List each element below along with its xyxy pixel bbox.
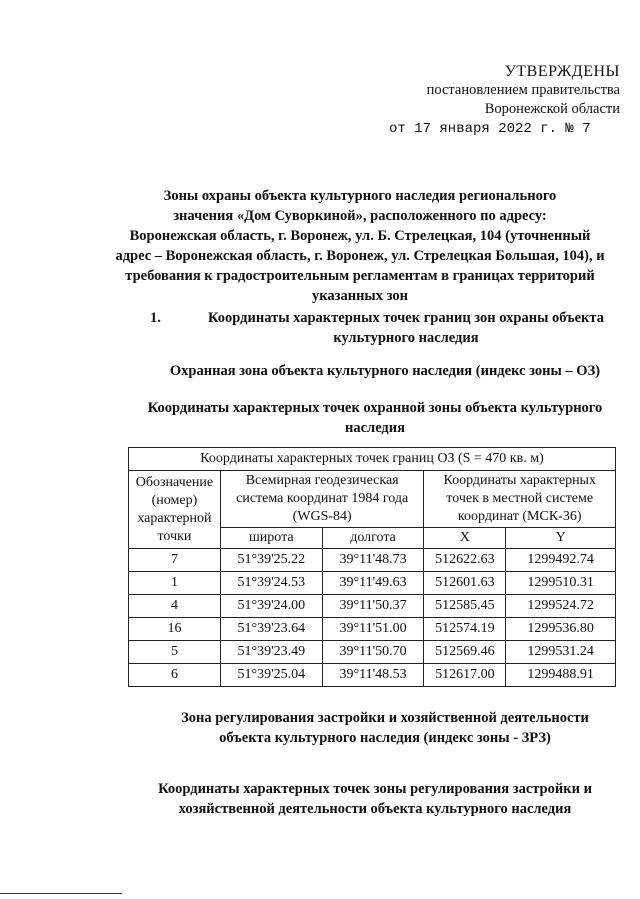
cell-point: 7 bbox=[129, 549, 221, 572]
subheader-y: Y bbox=[506, 528, 616, 549]
cell-longitude: 39°11'49.63 bbox=[322, 572, 424, 595]
cell-point: 16 bbox=[129, 618, 221, 641]
table-row bbox=[129, 549, 616, 572]
cell-y: 1299524.72 bbox=[506, 595, 616, 618]
table-caption: Координаты характерных точек границ ОЗ (S = 470 кв. м) bbox=[129, 448, 616, 471]
cell-y: 1299536.80 bbox=[506, 618, 616, 641]
cell-x: 512622.63 bbox=[424, 549, 506, 572]
title-line-2: значения «Дом Суворкиной», расположенного по адресу: bbox=[173, 208, 547, 224]
cell-point: 5 bbox=[129, 641, 221, 664]
cell-latitude: 51°39'25.04 bbox=[220, 664, 322, 687]
cell-point: 1 bbox=[129, 572, 221, 595]
oz-coordinates-table bbox=[128, 447, 616, 687]
cell-latitude: 51°39'25.22 bbox=[220, 549, 322, 572]
header-wgs84: Всемирная геодезическая система координат 1984 года (WGS-84) bbox=[220, 471, 424, 528]
cell-x: 512601.63 bbox=[424, 572, 506, 595]
cell-y: 1299510.31 bbox=[506, 572, 616, 595]
header-msk36: Координаты характерных точек в местной системе координат (МСК-36) bbox=[424, 471, 616, 528]
section-number: 1. bbox=[150, 310, 161, 326]
cell-y: 1299492.74 bbox=[506, 549, 616, 572]
table-row bbox=[129, 664, 616, 687]
oz-coords-line-1: Координаты характерных точек охранной зоны объекта культурного bbox=[147, 400, 603, 416]
cell-x: 512574.19 bbox=[424, 618, 506, 641]
subheader-x: X bbox=[424, 528, 506, 549]
subheader-longitude: долгота bbox=[322, 528, 424, 549]
cell-latitude: 51°39'24.53 bbox=[220, 572, 322, 595]
approval-heading: УТВЕРЖДЕНЫ bbox=[504, 63, 620, 80]
zrz-coords-line-2: хозяйственной деятельности объекта культурного наследия bbox=[178, 801, 572, 817]
cell-x: 512617.00 bbox=[424, 664, 506, 687]
approval-line-1: постановлением правительства bbox=[426, 82, 620, 98]
table-row bbox=[129, 595, 616, 618]
cell-point: 6 bbox=[129, 664, 221, 687]
subheader-latitude: широта bbox=[220, 528, 322, 549]
title-line-4: адрес – Воронежская область, г. Воронеж, ул. Стрелецкая Большая, 104), и bbox=[115, 248, 605, 264]
table-row bbox=[129, 641, 616, 664]
title-line-1: Зоны охраны объекта культурного наследия регионального bbox=[163, 188, 557, 204]
cell-y: 1299531.24 bbox=[506, 641, 616, 664]
document-title bbox=[100, 186, 620, 306]
cell-x: 512585.45 bbox=[424, 595, 506, 618]
oz-coords-line-2: наследия bbox=[345, 420, 405, 436]
cell-latitude: 51°39'24.00 bbox=[220, 595, 322, 618]
cell-longitude: 39°11'51.00 bbox=[322, 618, 424, 641]
cell-longitude: 39°11'48.53 bbox=[322, 664, 424, 687]
table-row bbox=[129, 618, 616, 641]
zrz-coords-heading bbox=[130, 779, 620, 819]
decree-date-number: от 17 января 2022 г. № 7 bbox=[389, 121, 591, 137]
cell-longitude: 39°11'48.73 bbox=[322, 549, 424, 572]
title-line-5: требования к градостроительным регламентам в границах территорий bbox=[125, 268, 595, 284]
cell-x: 512569.46 bbox=[424, 641, 506, 664]
cell-longitude: 39°11'50.70 bbox=[322, 641, 424, 664]
table-row bbox=[129, 572, 616, 595]
zrz-coords-line-1: Координаты характерных точек зоны регулирования застройки и bbox=[158, 781, 592, 797]
approval-line-2: Воронежской области bbox=[484, 101, 620, 117]
section-1-line-1: Координаты характерных точек границ зон охраны объекта bbox=[208, 310, 604, 326]
cell-point: 4 bbox=[129, 595, 221, 618]
section-1-heading bbox=[150, 308, 620, 348]
section-1-line-2: культурного наследия bbox=[333, 330, 479, 346]
cell-latitude: 51°39'23.64 bbox=[220, 618, 322, 641]
title-line-3: Воронежская область, г. Воронеж, ул. Б. Стрелецкая, 104 (уточненный bbox=[129, 228, 591, 244]
zrz-zone-heading bbox=[150, 708, 620, 748]
oz-zone-heading: Охранная зона объекта культурного наследия (индекс зоны – ОЗ) bbox=[169, 363, 601, 379]
cell-longitude: 39°11'50.37 bbox=[322, 595, 424, 618]
cell-y: 1299488.91 bbox=[506, 664, 616, 687]
oz-coords-heading bbox=[130, 398, 620, 438]
zrz-heading-line-1: Зона регулирования застройки и хозяйственной деятельности bbox=[181, 710, 589, 726]
zrz-heading-line-2: объекта культурного наследия (индекс зоны - ЗРЗ) bbox=[219, 730, 551, 746]
title-line-6: указанных зон bbox=[312, 288, 408, 304]
footnote-divider bbox=[0, 893, 122, 894]
header-point: Обозначение (номер) характерной точки bbox=[129, 471, 221, 549]
cell-latitude: 51°39'23.49 bbox=[220, 641, 322, 664]
approval-block bbox=[427, 62, 620, 119]
